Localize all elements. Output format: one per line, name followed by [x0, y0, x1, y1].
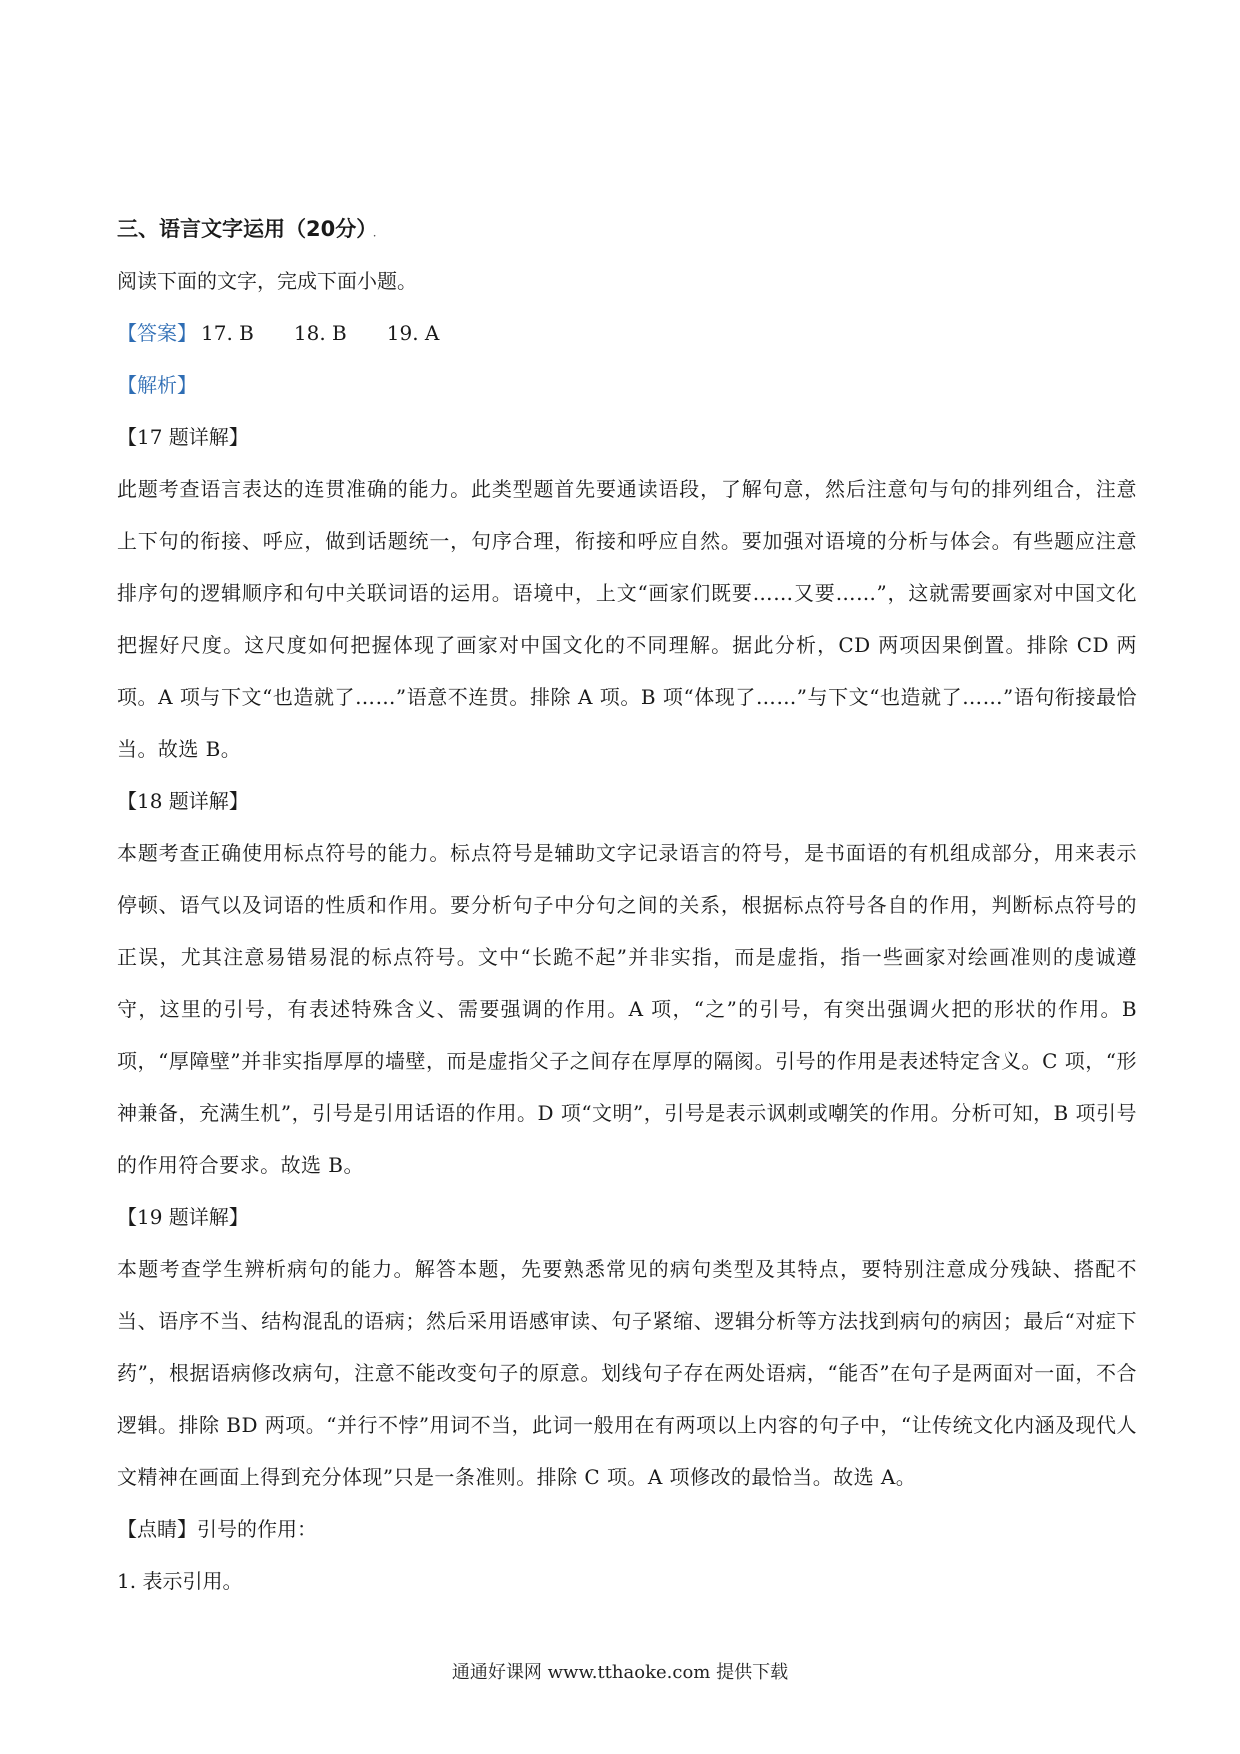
answer-item: 18. B — [293, 321, 347, 345]
answer-item: 17. B — [201, 321, 254, 345]
q17-heading: 【17 题详解】 — [117, 425, 249, 449]
document-content — [117, 203, 1137, 1607]
answer-label: 【答案】 — [117, 321, 197, 345]
answer-item: 19. A — [386, 321, 440, 345]
q19-heading: 【19 题详解】 — [117, 1205, 249, 1229]
q18-explanation: 本题考查正确使用标点符号的能力。标点符号是辅助文字记录语言的符号，是书面语的有机组成部分，用来表示停顿、语气以及词语的性质和作用。要分析句子中分句之间的关系，根据标点符号各自的作用，判断标点符号的正误，尤其注意易错易混的标点符号。文中“长跪不起”并非实指，而是虚指，指一些画家对绘画准则的虔诚遵守，这里的引号，有表述特殊含义、需要强调的作用。A 项，“之”的引号，有突出强调火把的形状的作用。B 项，“厚障壁”并非实指厚厚的墙壁，而是虚指父子之间存在厚厚的隔阂。引号的作用是表述特定含义。C 项，“形神兼备，充满生机”，引号是引用话语的作用。D 项“文明”，引号是表示讽刺或嘲笑的作用。分析可知，B 项引号的作用符合要求。故选 B。 — [117, 841, 1137, 1177]
q18-heading: 【18 题详解】 — [117, 789, 249, 813]
page-footer: 通通好课网 www.tthaoke.com 提供下载 — [451, 1662, 789, 1683]
dianjing-label: 【点睛】 — [117, 1517, 197, 1541]
section-title-text: 三、语言文字运用（20分） — [117, 217, 367, 241]
list-item: 1. 表示引用。 — [117, 1569, 243, 1593]
dianjing-line — [117, 1503, 1137, 1555]
section-title-mark: ． — [372, 225, 385, 239]
q17-explanation: 此题考查语言表达的连贯准确的能力。此类型题首先要通读语段，了解句意，然后注意句与句的排列组合，注意上下句的衔接、呼应，做到话题统一，句序合理，衔接和呼应自然。要加强对语境的分析与体会。有些题应注意排序句的逻辑顺序和句中关联词语的运用。语境中，上文“画家们既要……又要……”，这就需要画家对中国文化把握好尺度。这尺度如何把握体现了画家对中国文化的不同理解。据此分析，CD 两项因果倒置。排除 CD 两项。A 项与下文“也造就了……”语意不连贯。排除 A 项。B 项“体现了……”与下文“也造就了……”语句衔接最恰当。故选 B。 — [117, 477, 1137, 761]
q19-explanation: 本题考查学生辨析病句的能力。解答本题，先要熟悉常见的病句类型及其特点，要特别注意成分残缺、搭配不当、语序不当、结构混乱的语病；然后采用语感审读、句子紧缩、逻辑分析等方法找到病句的病因；最后“对症下药”，根据语病修改病句，注意不能改变句子的原意。划线句子存在两处语病，“能否”在句子是两面对一面，不合逻辑。排除 BD 两项。“并行不悖”用词不当，此词一般用在有两项以上内容的句子中，“让传统文化内涵及现代人文精神在画面上得到充分体现”只是一条准则。排除 C 项。A 项修改的最恰当。故选 A。 — [117, 1257, 1137, 1489]
dianjing-text: 引号的作用： — [197, 1517, 317, 1541]
answer-line — [117, 307, 1137, 359]
section-title — [117, 203, 1137, 255]
analysis-label: 【解析】 — [117, 373, 197, 397]
instruction-text: 阅读下面的文字，完成下面小题。 — [117, 269, 417, 293]
